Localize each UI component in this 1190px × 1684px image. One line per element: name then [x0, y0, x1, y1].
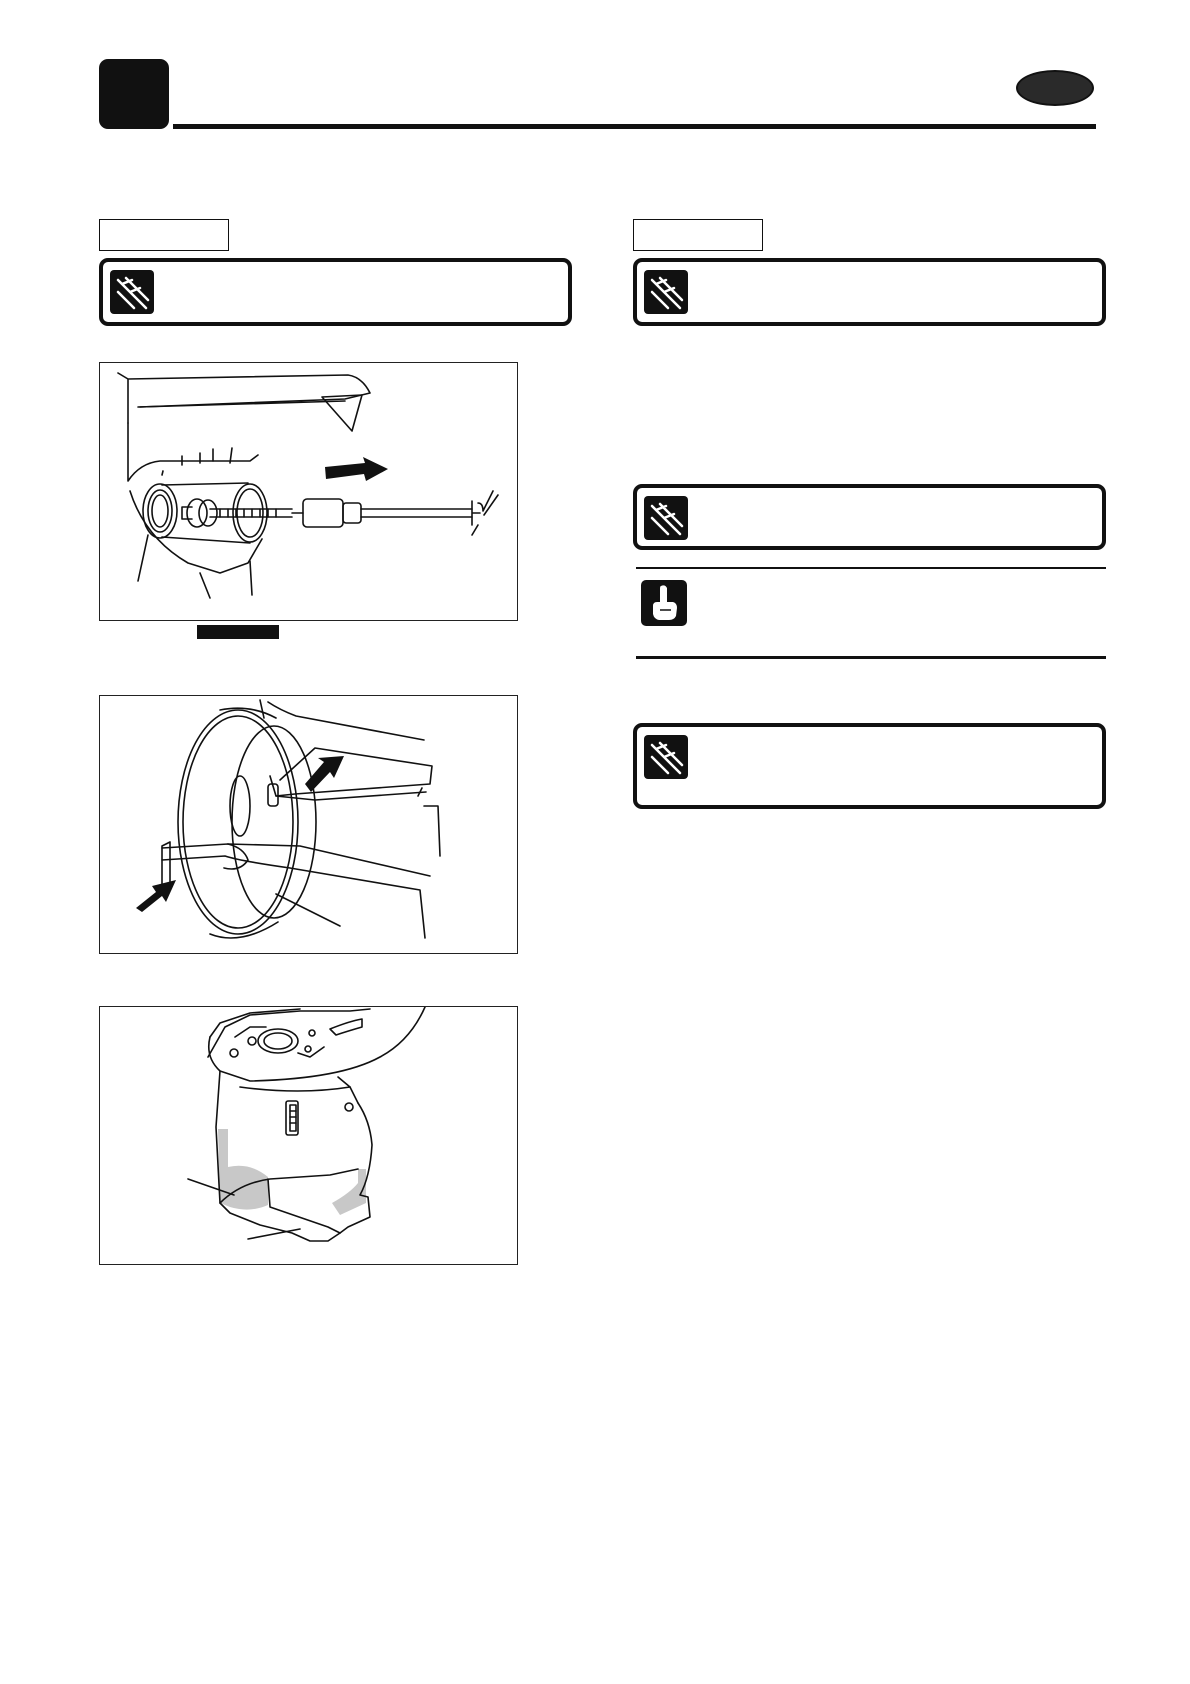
special-tool-icon: [644, 496, 688, 540]
figure-gearcase-shading: [99, 1006, 518, 1265]
code-label-bar: [197, 625, 279, 639]
language-badge: [1016, 70, 1094, 106]
figure-bearing-removal: [99, 362, 518, 621]
right-special-tool-box-2: [633, 484, 1106, 550]
right-special-tool-box-3: [633, 723, 1106, 809]
note-top-rule: [636, 567, 1106, 569]
figure-cover-prying: [99, 695, 518, 954]
special-tool-icon: [110, 270, 154, 314]
left-step-label: [99, 219, 229, 251]
pointing-hand-icon: [641, 580, 687, 626]
left-special-tool-box: [99, 258, 572, 326]
chapter-tab: [99, 59, 169, 129]
note-bottom-rule: [636, 656, 1106, 659]
special-tool-icon: [644, 735, 688, 779]
right-special-tool-box-1: [633, 258, 1106, 326]
special-tool-icon: [644, 270, 688, 314]
header-rule: [173, 124, 1096, 129]
right-step-label: [633, 219, 763, 251]
